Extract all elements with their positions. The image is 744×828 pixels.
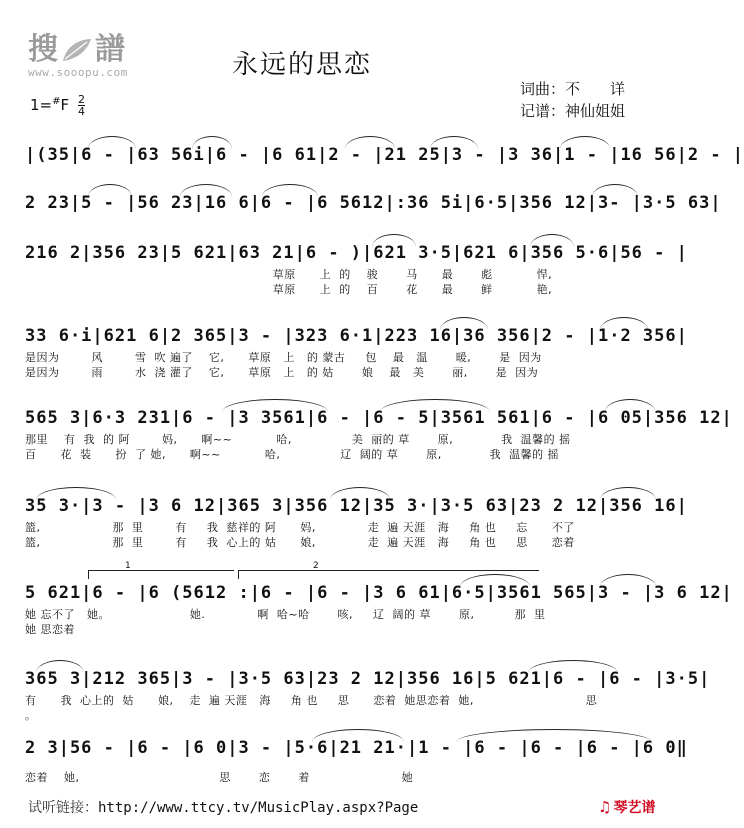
slur — [560, 136, 610, 149]
slur — [88, 184, 132, 197]
lyric-verse-1: 草原 上 的 骏 马 最 彪 悍, — [25, 268, 553, 281]
system-3 — [25, 240, 688, 297]
notes-line: 2 3|56 - |6 - |6 0|3 - |5·6|21 21·|1 - |6 - |6 - |6 - |6 0‖ — [25, 738, 688, 758]
lyric-verse-2: 是因为 雨 水 浇 灌了 它, 草原 上 的 姑 娘 最 美 丽, 是 因为 — [25, 366, 539, 379]
notes-line: 216 2|356 23|5 621|63 21|6 - )|621 3·5|621 6|356 5·6|56 - | — [25, 243, 688, 263]
lyric-verse-2: 百 花 装 扮 了 她, 啊~~ 哈, 辽 阔的 草 原, 我 温馨的 摇 — [25, 448, 560, 461]
slur — [345, 136, 395, 149]
slur — [528, 660, 618, 673]
slur — [430, 136, 478, 149]
slur — [36, 487, 116, 500]
brand-watermark — [598, 797, 655, 817]
notator: 记谱：神仙姐姐 — [520, 102, 626, 120]
lyric-verse-2: 篮, 那 里 有 我 心上的 姑 娘, 走 遍 天涯 海 角 也 思 恋着 — [25, 536, 575, 549]
listen-link[interactable] — [28, 797, 548, 817]
logo-text-left: 搜 — [28, 32, 59, 67]
leaf-icon — [61, 37, 93, 63]
slur — [88, 136, 136, 149]
logo-url: www.sooopu.com — [28, 66, 128, 79]
notes-line: 33 6·i|621 6|2 365|3 - |323 6·1|223 16|36 356|2 - |1·2 356| — [25, 326, 688, 346]
lyric-verse-1: 恋着 她, 思 恋 着 她 — [25, 771, 414, 784]
lyric-verse-1: 她 忘不了 她。 她. 啊 哈~哈 咳, 辽 阔的 草 原, 那 里 — [25, 608, 546, 621]
lyric-verse-2: 。 — [25, 709, 37, 722]
slur — [36, 660, 84, 673]
slur — [330, 487, 390, 500]
lyric-verse-1: 篮, 那 里 有 我 慈祥的 阿 妈, 走 遍 天涯 海 角 也 忘 不了 — [25, 521, 575, 534]
first-ending-number: 1 — [125, 561, 131, 571]
system-8 — [25, 666, 711, 723]
key-note: F — [60, 96, 70, 114]
system-9 — [25, 735, 688, 785]
slur — [262, 184, 318, 197]
logo-text-right: 譜 — [95, 32, 126, 67]
slur — [605, 399, 655, 412]
slur — [456, 729, 652, 742]
time-signature — [78, 94, 85, 117]
credits — [520, 78, 625, 122]
system-6 — [25, 493, 688, 550]
slur — [530, 234, 574, 247]
system-4 — [25, 323, 688, 380]
notes-line: 365 3|212 365|3 - |3·5 63|23 2 12|356 16|5 621|6 - |6 - |3·5| — [25, 669, 711, 689]
notes-line: 565 3|6·3 231|6 - |3 3561|6 - |6 - 5|3561 561|6 - |6 05|356 12| — [25, 408, 733, 428]
first-ending-bracket — [88, 561, 234, 579]
slur — [592, 184, 638, 197]
sharp-sign: # — [52, 96, 61, 107]
listen-link-label: 试听链接： — [28, 800, 98, 816]
brand-name: 琴艺谱 — [613, 800, 656, 816]
site-logo — [28, 24, 178, 80]
lyric-verse-1: 有 我 心上的 姑 娘, 走 遍 天涯 海 角 也 思 恋着 她思恋着 她, 思 — [25, 694, 598, 707]
lyric-verse-2: 她 思恋着 — [25, 623, 75, 636]
slur — [180, 184, 232, 197]
listen-link-url[interactable]: http://www.ttcy.tv/MusicPlay.aspx?Page — [98, 800, 419, 816]
slur — [380, 399, 490, 412]
slur — [222, 399, 328, 412]
notes-line: |(35|6 - |63 56i|6 - |6 61|2 - |21 25|3 - |3 36|1 - |16 56|2 - | — [25, 145, 744, 165]
slur — [600, 487, 656, 500]
key-signature — [30, 94, 85, 117]
notes-line: 5 621|6 - |6 (5612 :|6 - |6 - |3 6 61|6·5|3561 565|3 - |3 6 12| — [25, 583, 733, 603]
lyric-verse-1: 是因为 风 雪 吹 遍了 它, 草原 上 的 蒙古 包 最 温 暖, 是 因为 — [25, 351, 542, 364]
song-title: 永远的思恋 — [232, 50, 373, 80]
system-7 — [25, 580, 733, 637]
slur — [372, 234, 416, 247]
lyric-verse-1: 那里 有 我 的 阿 妈, 啊~~ 哈, 美 丽的 草 原, 我 温馨的 摇 — [25, 433, 571, 446]
slur — [600, 574, 656, 587]
slur — [440, 317, 488, 330]
slur — [312, 729, 404, 742]
time-numerator: 2 — [77, 93, 85, 106]
music-note-icon: ♫ — [598, 798, 612, 816]
lyric-verse-2: 草原 上 的 百 花 最 鲜 艳, — [25, 283, 553, 296]
notes-line: 35 3·|3 - |3 6 12|365 3|356 12|35 3·|3·5 63|23 2 12|356 16| — [25, 496, 688, 516]
second-ending-number: 2 — [313, 561, 319, 571]
slur — [192, 136, 232, 149]
slur — [600, 317, 648, 330]
key-prefix: 1= — [30, 96, 53, 114]
lyricist-composer: 词曲：不 详 — [520, 80, 626, 98]
notes-line: 2 23|5 - |56 23|16 6|6 - |6 5612|:36 5i|6·5|356 12|3- |3·5 63| — [25, 193, 722, 213]
system-5 — [25, 405, 733, 462]
time-denominator: 4 — [77, 105, 85, 118]
